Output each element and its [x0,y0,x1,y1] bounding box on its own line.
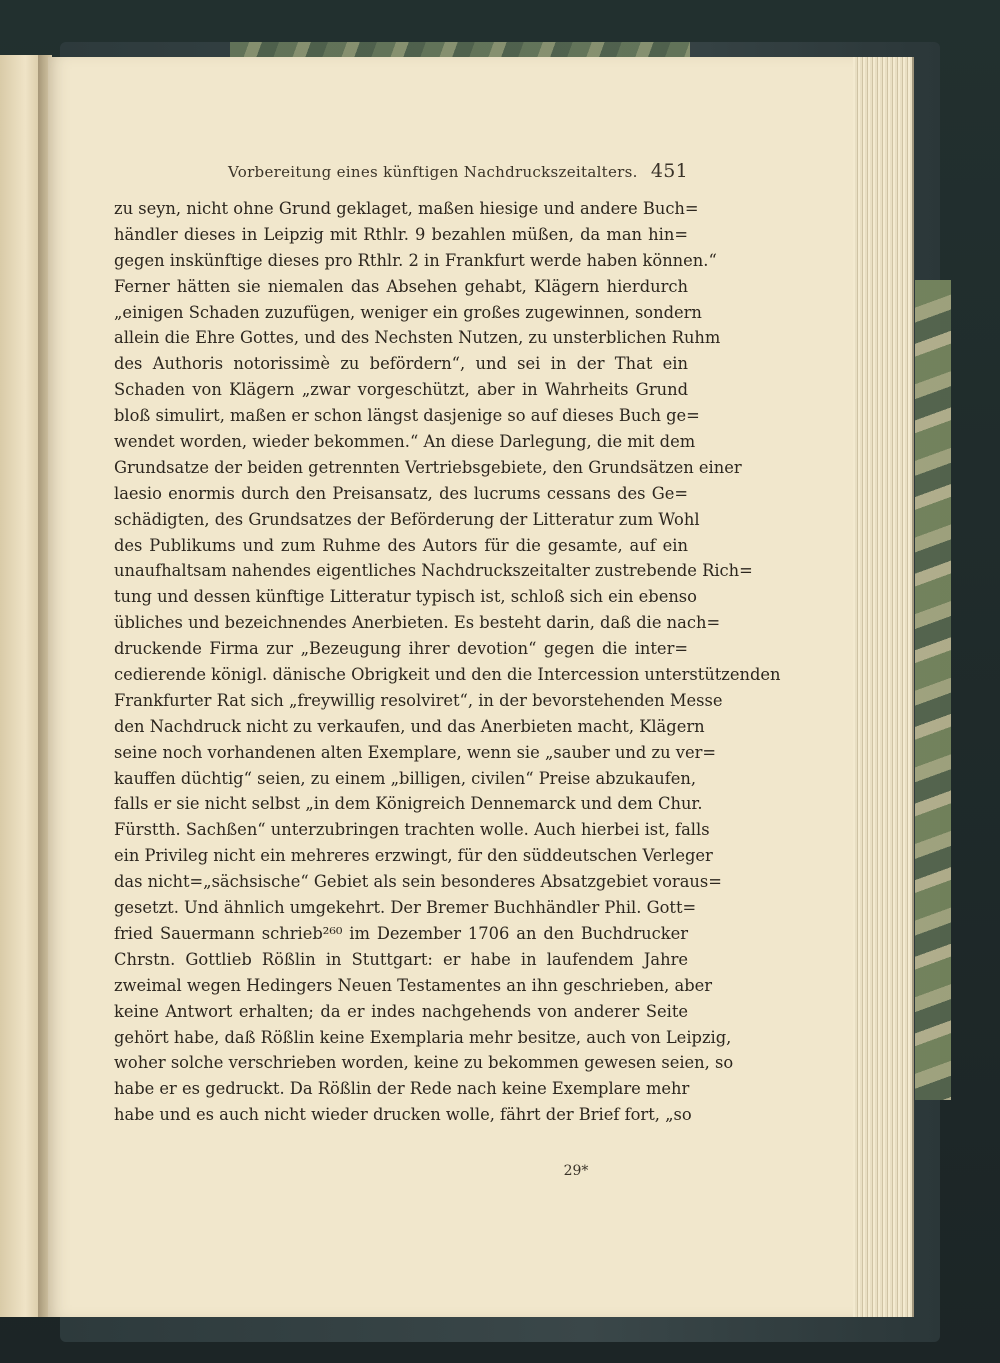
body-text [114,196,781,1128]
text-line: cedierende königl. dänische Obrigkeit und den die Intercession unterstützenden [114,665,781,685]
text-line: laesio enormis durch den Preisansatz, des lucrums cessans des Ge= [114,483,688,503]
text-line: übliches und bezeichnendes Anerbieten. Es besteht darin, daß die nach= [114,613,721,633]
page-number: 451 [650,160,688,182]
text-line: Schaden von Klägern „zwar vorgeschützt, aber in Wahrheits Grund [114,380,688,400]
text-line: des Authoris notorissimè zu befördern“, und sei in der That ein [114,354,688,374]
text-line: Ferner hätten sie niemalen das Absehen gehabt, Klägern hierdurch [114,276,688,296]
text-line: Fürstth. Sachßen“ unterzubringen trachten wolle. Auch hierbei ist, falls [114,820,710,840]
text-line: kauffen düchtig“ seien, zu einem „billigen, civilen“ Preise abzukaufen, [114,768,697,788]
text-line: zweimal wegen Hedingers Neuen Testamentes an ihn geschrieben, aber [114,975,713,995]
text-line: habe und es auch nicht wieder drucken wolle, fährt der Brief fort, „so [114,1105,692,1125]
text-line: keine Antwort erhalten; da er indes nachgehends von anderer Seite [114,1001,688,1021]
text-line: händler dieses in Leipzig mit Rthlr. 9 bezahlen müßen, da man hin= [114,224,688,244]
running-title: Vorbereitung eines künftigen Nachdruckszeitalters. [228,163,638,181]
text-line: wendet worden, wieder bekommen.“ An diese Darlegung, die mit dem [114,432,696,452]
text-line: „einigen Schaden zuzufügen, weniger ein großes zugewinnen, sondern [114,302,702,322]
text-line: bloß simulirt, maßen er schon längst dasjenige so auf dieses Buch ge= [114,406,700,426]
text-line: druckende Firma zur „Bezeugung ihrer devotion“ gegen die inter= [114,639,688,659]
cover-marbled-side [915,280,951,1100]
page-block-edges [850,57,914,1317]
text-line: gehört habe, daß Rößlin keine Exemplaria mehr besitze, auch von Leipzig, [114,1027,732,1047]
text-line: falls er sie nicht selbst „in dem Königreich Dennemarck und dem Chur. [114,794,703,814]
text-line: zu seyn, nicht ohne Grund geklaget, maßen hiesige und andere Buch= [114,199,699,218]
text-line: Chrstn. Gottlieb Rößlin in Stuttgart: er habe in laufendem Jahre [114,949,688,969]
text-line: des Publikums und zum Ruhme des Autors für die gesamte, auf ein [114,535,688,555]
signature-mark: 29* [563,1163,589,1179]
text-line: Grundsatze der beiden getrennten Vertriebsgebiete, den Grundsätzen einer [114,457,742,477]
text-line: gesetzt. Und ähnlich umgekehrt. Der Bremer Buchhändler Phil. Gott= [114,898,697,918]
left-page-edge [0,55,42,1317]
running-header [228,160,688,186]
text-line: Frankfurter Rat sich „freywillig resolviret“, in der bevorstehenden Messe [114,690,723,710]
text-line: gegen inskünftige dieses pro Rthlr. 2 in Frankfurt werde haben können.“ [114,250,717,270]
text-line: das nicht=„sächsische“ Gebiet als sein besonderes Absatzgebiet voraus= [114,872,722,892]
text-line: fried Sauermann schrieb²⁶⁰ im Dezember 1706 an den Buchdrucker [114,923,688,943]
text-line: habe er es gedruckt. Da Rößlin der Rede nach keine Exemplare mehr [114,1079,690,1099]
text-line: tung und dessen künftige Litteratur typisch ist, schloß sich ein ebenso [114,587,697,607]
text-line: ein Privileg nicht ein mehreres erzwingt, für den süddeutschen Verleger [114,846,713,866]
text-line: unaufhaltsam nahendes eigentliches Nachdruckszeitalter zustrebende Rich= [114,561,753,581]
text-line: schädigten, des Grundsatzes der Beförderung der Litteratur zum Wohl [114,509,700,529]
text-line: allein die Ehre Gottes, und des Nechsten Nutzen, zu unsterblichen Ruhm [114,328,721,348]
text-line: den Nachdruck nicht zu verkaufen, und das Anerbieten macht, Klägern [114,716,705,736]
text-line: seine noch vorhandenen alten Exemplare, wenn sie „sauber und zu ver= [114,742,717,762]
text-line: woher solche verschrieben worden, keine zu bekommen gewesen seien, so [114,1053,734,1073]
